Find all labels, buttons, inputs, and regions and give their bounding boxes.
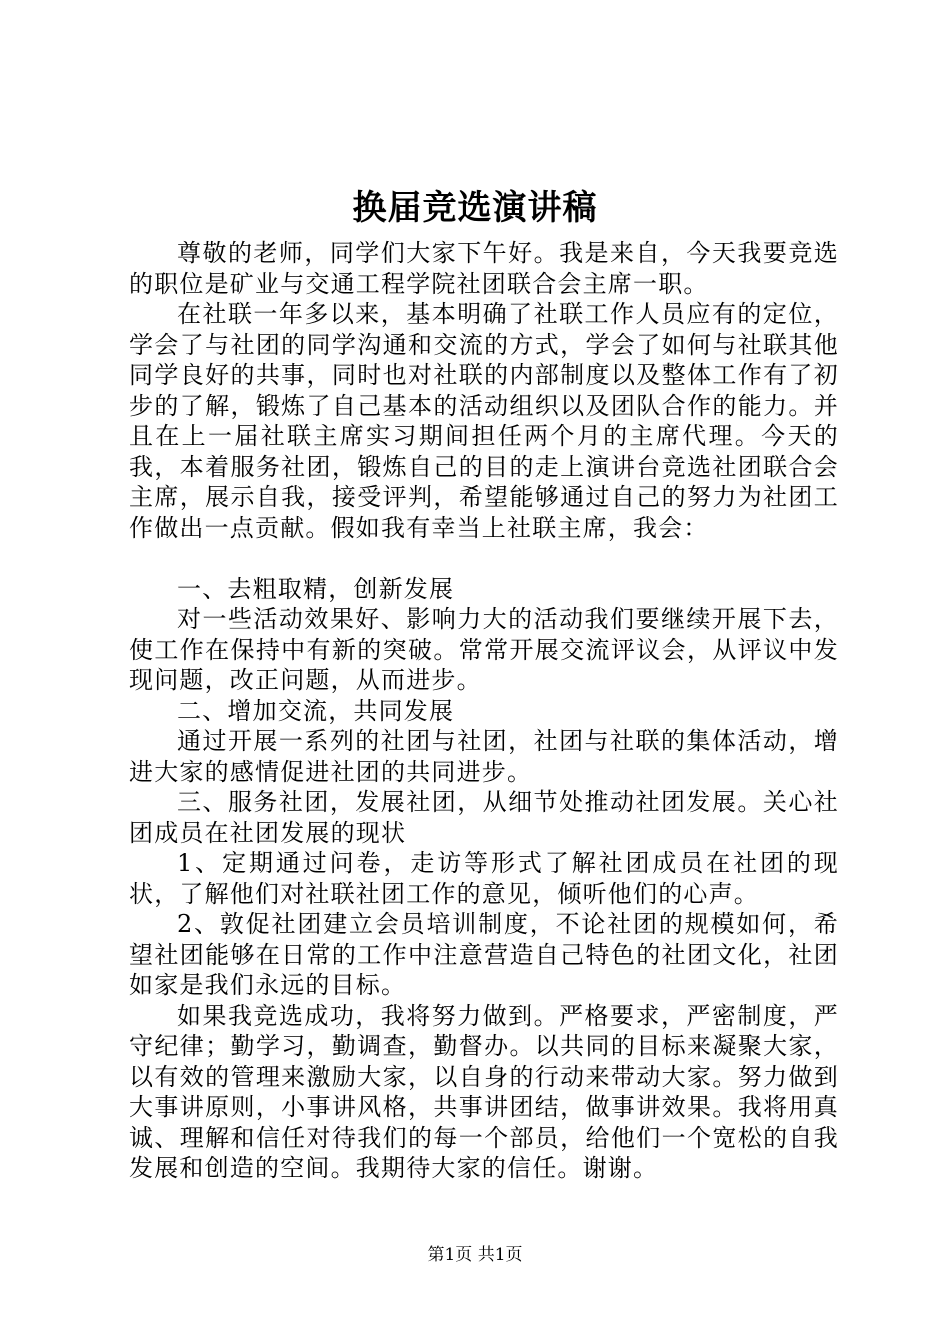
paragraph-closing: 如果我竞选成功，我将努力做到。严格要求，严密制度，严守纪律；勤学习，勤调查，勤督办。以共同的目标来凝聚大家，以有效的管理来激励大家，以自身的行动来带动大家。努力做到大事讲原则，小事讲风格，共事讲团结，做事讲效果。我将用真诚、理解和信任对待我们的每一个部员，给他们一个宽松的自我发展和创造的空间。我期待大家的信任。谢谢。 [129, 1001, 839, 1182]
paragraph-experience: 在社联一年多以来，基本明确了社联工作人员应有的定位，学会了与社团的同学沟通和交流的方式，学会了如何与社联其他同学良好的共事，同时也对社联的内部制度以及整体工作有了初步的了解，锻炼了自己基本的活动组织以及团队合作的能力。并且在上一届社联主席实习期间担任两个月的主席代理。今天的我，本着服务社团，锻炼自己的目的走上演讲台竞选社团联合会主席，展示自我，接受评判，希望能够通过自己的努力为社团工作做出一点贡献。假如我有幸当上社联主席，我会： [129, 300, 839, 542]
paragraph-section-1: 对一些活动效果好、影响力大的活动我们要继续开展下去，使工作在保持中有新的突破。常常开展交流评议会，从评议中发现问题，改正问题，从而进步。 [129, 605, 839, 694]
paragraph-section-2: 通过开展一系列的社团与社团，社团与社联的集体活动，增进大家的感情促进社团的共同进步。 [129, 727, 839, 786]
heading-section-2: 二、增加交流，共同发展 [177, 696, 455, 725]
list-item-2: 2、敦促社团建立会员培训制度，不论社团的规模如何，希望社团能够在日常的工作中注意营造自己特色的社团文化，社团如家是我们永远的目标。 [129, 910, 839, 999]
page-footer: 第1页 共1页 [427, 1245, 523, 1265]
list-item-1: 1、定期通过问卷，走访等形式了解社团成员在社团的现状，了解他们对社联社团工作的意见，倾听他们的心声。 [129, 849, 839, 908]
heading-section-1: 一、去粗取精，创新发展 [177, 574, 455, 603]
document-title: 换届竞选演讲稿 [352, 188, 598, 228]
heading-section-3: 三、服务社团，发展社团，从细节处推动社团发展。关心社团成员在社团发展的现状 [129, 788, 839, 847]
paragraph-greeting: 尊敬的老师，同学们大家下午好。我是来自，今天我要竞选的职位是矿业与交通工程学院社团联合会主席一职。 [129, 239, 839, 298]
document-body [129, 238, 839, 1184]
